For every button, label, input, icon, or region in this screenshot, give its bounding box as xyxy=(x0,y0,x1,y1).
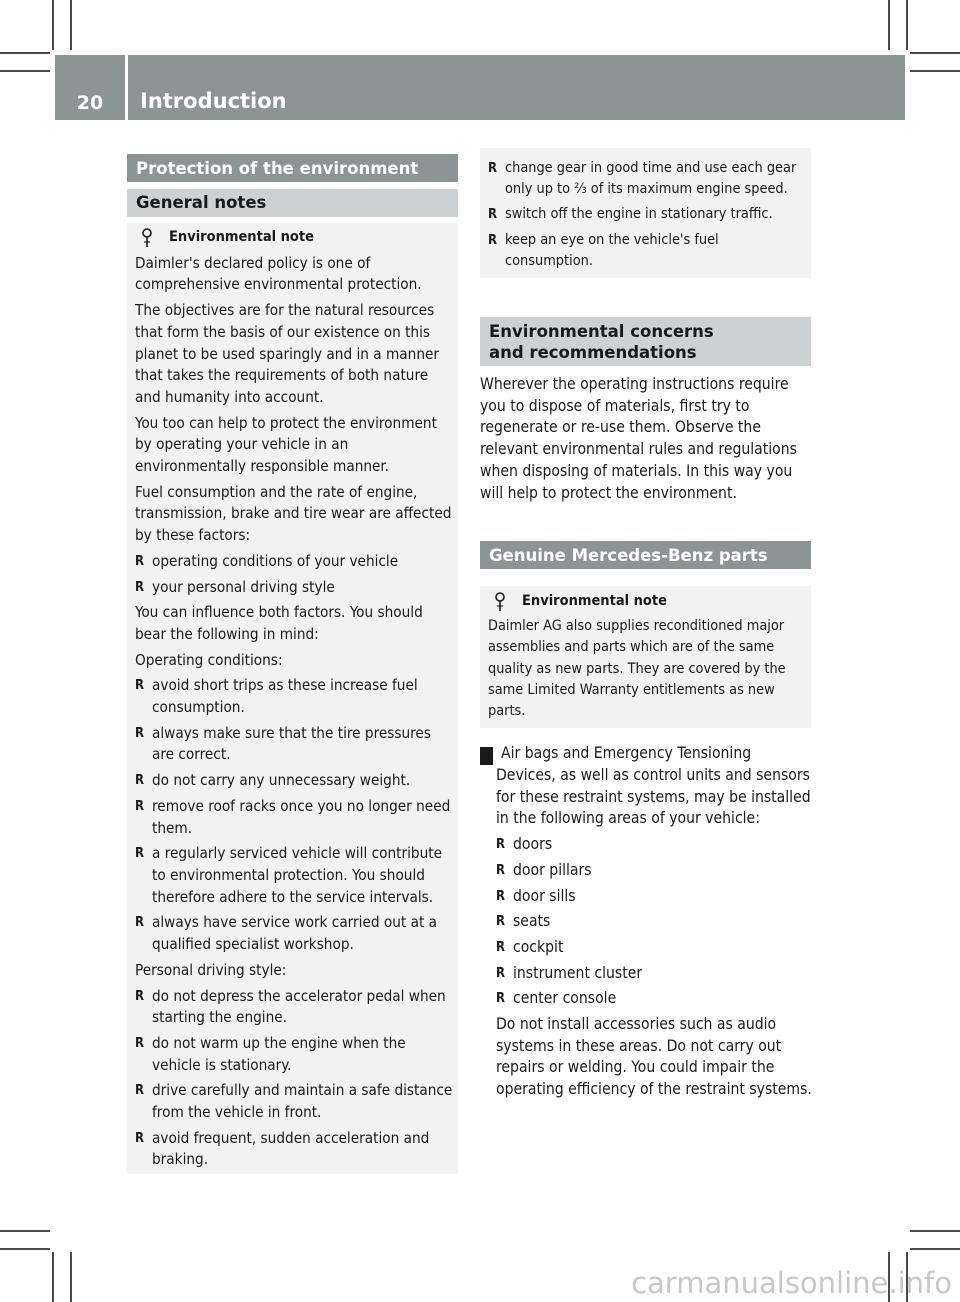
closing-paragraph: Do not install accessories such as audio systems in these areas. Do not carry out repairs or welding. You could impair the operating efficiency of the restraint systems. xyxy=(496,1015,812,1099)
list-item-text: do not warm up the engine when the vehicle is stationary. xyxy=(152,1033,406,1074)
list-item-text: door sills xyxy=(513,886,576,905)
warning-block xyxy=(475,743,814,1105)
list-item-text: operating conditions of your vehicle xyxy=(152,551,399,570)
parts-note-text: Daimler AG also supplies reconditioned major assemblies and parts which are of the same quality as new parts. They are covered by the same Limited Warranty entitlements as new parts. xyxy=(488,618,786,720)
header-divider xyxy=(125,55,128,120)
warning-text: Air bags and Emergency Tensioning Devices, as well as control units and sensors for these restraint systems, may be installed in the following areas of your vehicle: xyxy=(496,744,811,828)
bullet-icon: R xyxy=(488,161,498,176)
section-title-environment: Protection of the environment xyxy=(127,154,458,182)
list-item-text: instrument cluster xyxy=(513,963,643,982)
list-item xyxy=(135,1080,453,1123)
crop-mark xyxy=(910,52,960,54)
driving-style-label: Personal driving style: xyxy=(135,960,287,979)
list-item xyxy=(135,577,453,599)
list-item-text: always make sure that the tire pressures are correct. xyxy=(152,723,431,764)
page-number: 20 xyxy=(76,92,104,114)
bullet-icon: R xyxy=(135,915,145,931)
chapter-title: Introduction xyxy=(140,89,287,113)
crop-mark xyxy=(910,1230,960,1232)
bullet-icon: R xyxy=(496,837,506,853)
list-item xyxy=(135,1128,453,1171)
bullet-icon: R xyxy=(496,914,506,930)
list-item xyxy=(488,204,806,225)
list-item-text: seats xyxy=(513,912,551,931)
list-item xyxy=(135,986,453,1029)
bullet-icon: R xyxy=(496,888,506,904)
crop-mark xyxy=(0,70,50,72)
lightbulb-icon xyxy=(488,592,512,612)
operating-conditions-label: Operating conditions: xyxy=(135,650,283,669)
list-item-text: avoid frequent, sudden acceleration and braking. xyxy=(152,1128,430,1169)
bullet-icon: R xyxy=(496,965,506,981)
list-item-text: cockpit xyxy=(513,937,564,956)
crop-mark xyxy=(0,1230,50,1232)
environmental-note-header xyxy=(488,591,806,612)
list-item-text: avoid short trips as these increase fuel consumption. xyxy=(152,676,418,717)
list-item xyxy=(488,158,806,200)
left-column-text xyxy=(135,227,453,1175)
list-item xyxy=(496,834,814,856)
crop-mark xyxy=(888,0,890,50)
bullet-icon: R xyxy=(496,862,506,878)
watermark: carmanualsonline.info xyxy=(631,1266,952,1300)
list-item xyxy=(135,796,453,839)
paragraph-influence: You can influence both factors. You should bear the following in mind: xyxy=(135,603,423,643)
bullet-icon: R xyxy=(135,553,145,569)
crop-mark xyxy=(70,1252,72,1302)
crop-mark xyxy=(910,70,960,72)
list-item xyxy=(135,770,453,792)
bullet-icon: R xyxy=(135,678,145,694)
list-item-text: drive carefully and maintain a safe distance from the vehicle in front. xyxy=(152,1081,453,1122)
list-item xyxy=(135,675,453,718)
list-item xyxy=(135,723,453,766)
bullet-icon: R xyxy=(135,798,145,814)
paragraph-help: You too can help to protect the environment by operating your vehicle in an environmentally responsible manner. xyxy=(135,413,437,476)
paragraph-policy: Daimler's declared policy is one of comprehensive environmental protection. xyxy=(135,253,422,294)
section-title-genuine-parts: Genuine Mercedes-Benz parts xyxy=(480,541,811,569)
bullet-icon: R xyxy=(135,1130,145,1146)
bullet-icon: R xyxy=(135,988,145,1004)
note-label: Environmental note xyxy=(522,593,667,609)
bullet-icon: R xyxy=(135,725,145,741)
crop-mark xyxy=(52,1252,54,1302)
bullet-icon: R xyxy=(488,207,498,223)
list-item xyxy=(135,843,453,908)
paragraph-factors-intro: Fuel consumption and the rate of engine, transmission, brake and tire wear are affected by these factors: xyxy=(135,482,452,545)
crop-mark xyxy=(910,1248,960,1250)
list-item-text: do not carry any unnecessary weight. xyxy=(152,771,411,790)
bullet-icon: R xyxy=(135,846,145,862)
subsection-title-general-notes: General notes xyxy=(127,189,458,217)
warning-paragraph xyxy=(475,743,814,830)
list-item-text: change gear in good time and use each gear only up to ⅔ of its maximum engine speed. xyxy=(505,160,797,198)
bullet-icon: R xyxy=(488,232,498,248)
list-item xyxy=(496,937,814,959)
list-item xyxy=(135,1033,453,1076)
list-item-text: do not depress the accelerator pedal when starting the engine. xyxy=(152,986,446,1027)
list-item-text: switch off the engine in stationary traffic. xyxy=(505,206,773,223)
list-item-text: a regularly serviced vehicle will contribute to environmental protection. You should therefore adhere to the service intervals. xyxy=(152,844,443,906)
lightbulb-icon xyxy=(135,228,159,248)
list-item xyxy=(135,551,453,573)
continued-bullets xyxy=(488,158,806,276)
list-item-text: remove roof racks once you no longer need them. xyxy=(152,796,451,837)
list-item-text: always have service work carried out at a qualified specialist workshop. xyxy=(152,913,438,954)
paragraph-objectives: The objectives are for the natural resources that form the basis of our existence on this planet to be used sparingly and in a manner that takes the requirements of both nature and humanity into account. xyxy=(135,301,440,406)
crop-mark xyxy=(0,52,50,54)
crop-mark xyxy=(0,1248,50,1250)
crop-mark xyxy=(70,0,72,50)
areas-list xyxy=(480,834,814,1101)
list-item-text: center console xyxy=(513,989,617,1008)
subsection-title-environmental-concerns: Environmental concerns and recommendations xyxy=(480,317,811,366)
list-item-text: keep an eye on the vehicle's fuel consumption. xyxy=(505,231,719,269)
crop-mark xyxy=(52,0,54,50)
crop-mark xyxy=(906,0,908,50)
warning-icon: ! xyxy=(480,747,493,765)
bullet-icon: R xyxy=(135,773,145,789)
list-item-text: your personal driving style xyxy=(152,577,335,596)
list-item xyxy=(496,963,814,985)
list-item-text: door pillars xyxy=(513,860,592,879)
list-item xyxy=(135,912,453,955)
note-label: Environmental note xyxy=(169,229,314,245)
list-item xyxy=(496,911,814,933)
concerns-paragraph: Wherever the operating instructions require you to dispose of materials, first try to regenerate or re-use them. Observe the relevant environmental rules and regulations when disposing of materials. In this way you will help to protect the environment. xyxy=(480,375,797,502)
list-item xyxy=(496,988,814,1010)
bullet-icon: R xyxy=(496,939,506,955)
bullet-icon: R xyxy=(135,1035,145,1051)
environmental-note-header xyxy=(135,227,453,249)
list-item xyxy=(496,860,814,882)
bullet-icon: R xyxy=(135,1083,145,1099)
parts-note xyxy=(488,591,806,726)
bullet-icon: R xyxy=(496,991,506,1007)
list-item-text: doors xyxy=(513,835,553,854)
list-item xyxy=(496,886,814,908)
list-item xyxy=(488,230,806,272)
bullet-icon: R xyxy=(135,579,145,595)
